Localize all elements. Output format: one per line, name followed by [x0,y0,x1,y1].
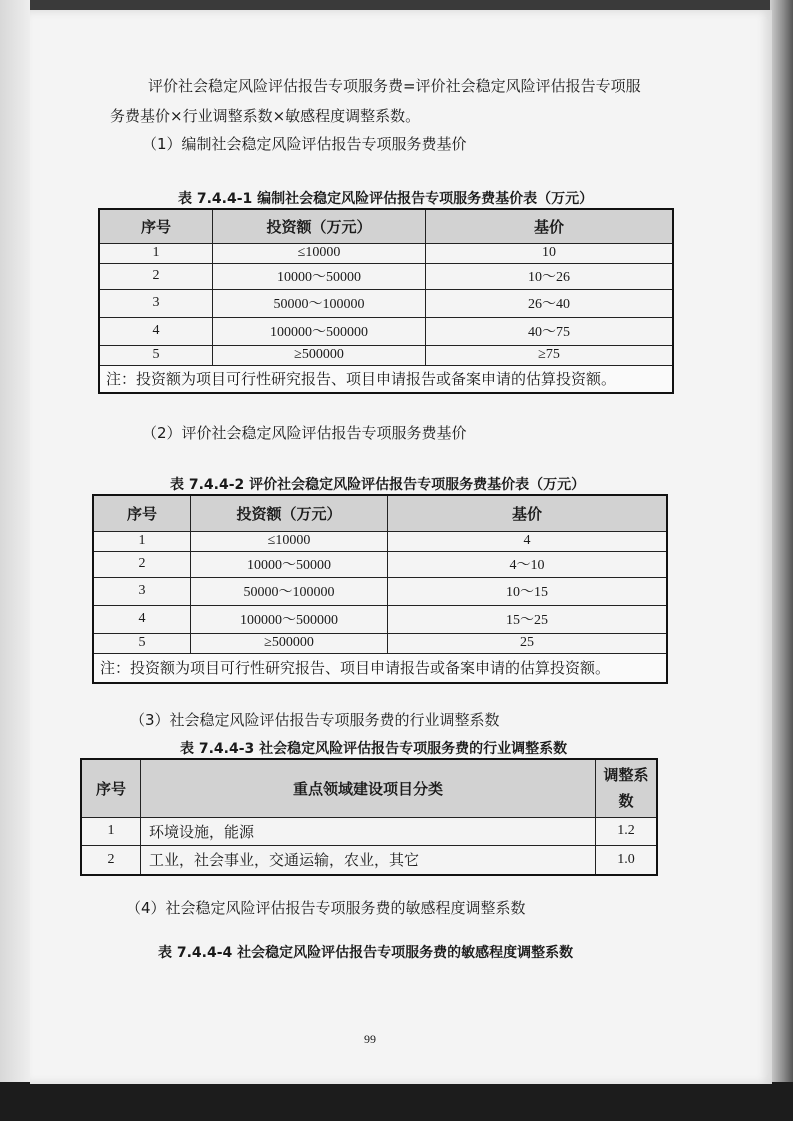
table-cell: 5 [99,345,213,365]
table-2-note: 注：投资额为项目可行性研究报告、项目申请报告或备案申请的估算投资额。 [93,653,667,683]
table-cell: ≥75 [426,345,674,365]
table-cell: 4 [388,531,668,551]
table-cell: 5 [93,633,191,653]
table-2-caption: 表 7.4.4-2 评价社会稳定风险评估报告专项服务费基价表（万元） [170,477,586,493]
table-cell: 4 [99,317,213,345]
table-3 [80,758,658,876]
table-row [99,317,673,345]
intro-line-1: 评价社会稳定风险评估报告专项服务费=评价社会稳定风险评估报告专项服 [148,77,641,95]
table-1-caption: 表 7.4.4-1 编制社会稳定风险评估报告专项服务费基价表（万元） [178,191,594,207]
table-cell: 50000～100000 [213,289,426,317]
table-cell: ≥500000 [213,345,426,365]
table-cell: 40～75 [426,317,674,345]
table-2-note-row [93,653,667,683]
table-1-header-index: 序号 [99,209,213,243]
table-cell: 1.2 [596,817,658,845]
table-cell: 10000～50000 [213,263,426,289]
table-1-note: 注：投资额为项目可行性研究报告、项目申请报告或备案申请的估算投资额。 [99,365,673,393]
table-4-caption: 表 7.4.4-4 社会稳定风险评估报告专项服务费的敏感程度调整系数 [158,945,574,961]
intro-line-2: 务费基价×行业调整系数×敏感程度调整系数。 [110,107,421,125]
table-cell: 工业，社会事业，交通运输，农业，其它 [141,845,596,875]
table-cell: 1 [99,243,213,263]
scan-edge-right [770,0,793,1090]
page-number: 99 [364,1032,376,1046]
table-3-header-coefficient-line-1: 调整系 [603,766,649,785]
table-cell: 3 [93,577,191,605]
table-row [99,263,673,289]
table-1 [98,208,674,394]
table-cell: ≥500000 [191,633,388,653]
table-cell: 100000～500000 [191,605,388,633]
table-cell: 4～10 [388,551,668,577]
table-row [93,531,667,551]
table-cell: 10000～50000 [191,551,388,577]
table-cell: 2 [99,263,213,289]
table-2-header-index: 序号 [93,495,191,531]
table-cell: 10～26 [426,263,674,289]
table-cell: 2 [81,845,141,875]
section-1-heading: （1）编制社会稳定风险评估报告专项服务费基价 [142,135,467,153]
table-cell: 1 [81,817,141,845]
table-1-header-investment: 投资额（万元） [213,209,426,243]
table-cell: 26～40 [426,289,674,317]
table-cell: 50000～100000 [191,577,388,605]
table-1-header-base-price: 基价 [426,209,674,243]
table-cell: 25 [388,633,668,653]
table-2-header-row [93,495,667,531]
table-row [93,551,667,577]
section-3-heading: （3）社会稳定风险评估报告专项服务费的行业调整系数 [130,711,500,729]
table-cell: 1.0 [596,845,658,875]
table-2 [92,494,668,684]
table-3-header-row [81,759,657,817]
table-1-note-row [99,365,673,393]
table-cell: 100000～500000 [213,317,426,345]
table-row [93,633,667,653]
table-2-header-base-price: 基价 [388,495,668,531]
section-4-heading: （4）社会稳定风险评估报告专项服务费的敏感程度调整系数 [126,899,526,917]
table-cell: 15～25 [388,605,668,633]
table-2-header-investment: 投资额（万元） [191,495,388,531]
table-row [99,345,673,365]
table-row [93,605,667,633]
table-3-header-coefficient [596,759,658,817]
scan-edge-bottom [0,1082,793,1121]
table-3-header-index: 序号 [81,759,141,817]
table-row [99,289,673,317]
table-cell: 4 [93,605,191,633]
table-cell: 1 [93,531,191,551]
table-cell: 10～15 [388,577,668,605]
table-row [81,845,657,875]
document-page [30,10,772,1084]
table-3-header-coefficient-line-2: 数 [618,792,634,811]
table-row [99,243,673,263]
table-row [81,817,657,845]
table-cell: 3 [99,289,213,317]
table-cell: 10 [426,243,674,263]
table-cell: 2 [93,551,191,577]
table-cell: ≤10000 [191,531,388,551]
section-2-heading: （2）评价社会稳定风险评估报告专项服务费基价 [142,424,467,442]
table-3-header-category: 重点领域建设项目分类 [141,759,596,817]
table-3-caption: 表 7.4.4-3 社会稳定风险评估报告专项服务费的行业调整系数 [180,741,568,757]
table-cell: 环境设施，能源 [141,817,596,845]
scan-edge-left [0,0,30,1090]
table-row [93,577,667,605]
table-1-header-row [99,209,673,243]
table-cell: ≤10000 [213,243,426,263]
